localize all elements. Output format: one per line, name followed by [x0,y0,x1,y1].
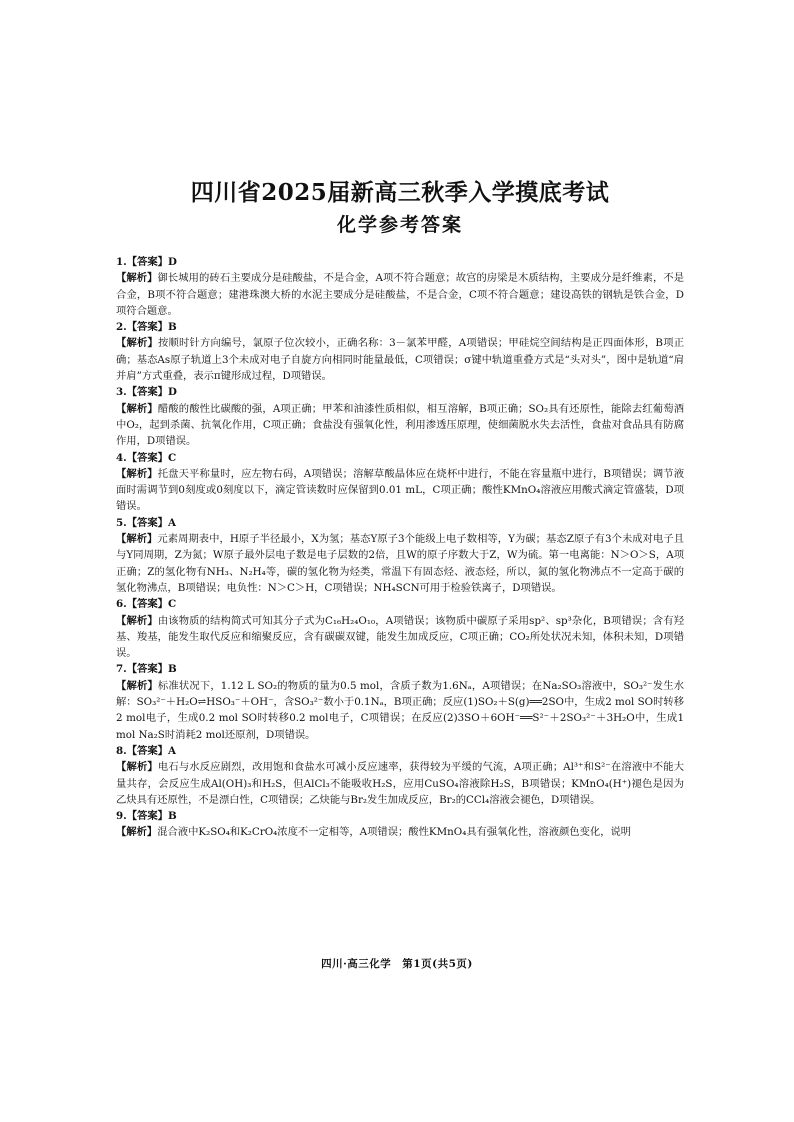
answer-label: 【答案】 [126,256,168,268]
analysis-paragraph [116,531,684,596]
question-number: 4. [116,451,127,464]
question-block [116,254,684,319]
answer-label: 【答案】 [126,516,168,529]
question-number: 3. [116,386,127,399]
answer-line [116,515,684,531]
analysis-paragraph [116,335,684,384]
answer-value: D [167,256,177,268]
analysis-paragraph [116,613,684,662]
analysis-label: 【解析】 [116,467,158,480]
answer-line [116,743,684,759]
question-block [116,450,684,515]
analysis-text: 电石与水反应剧烈，改用饱和食盐水可减小反应速率，获得较为平缓的气流，A项正确；Al³⁺和S²⁻在溶液中不能大量共存，会反应生成Al(OH)₃和H₂S，但AlCl₃不能吸收H₂S，应用CuSO₄溶液除H₂S，B项错误；KMnO₄(H⁺)褪色是因为乙炔具有还原性，不是漂白性，C项错误；乙炔能与Br₂发生加成反应，Br₂的CCl₄溶液会褪色，D项错误。 [116,761,684,806]
question-number: 6. [116,598,127,611]
analysis-label: 【解析】 [116,337,159,350]
analysis-label: 【解析】 [116,614,158,627]
analysis-label: 【解析】 [116,272,158,285]
answer-list [116,254,684,841]
answer-line [116,596,684,612]
analysis-paragraph [116,401,684,450]
question-block [116,743,684,808]
answer-line [116,384,684,400]
analysis-label: 【解析】 [116,679,158,692]
answer-label: 【答案】 [126,663,168,676]
question-number: 1. [116,256,127,268]
analysis-text: 按顺时针方向编号，氯原子位次较小，正确名称：3－氯苯甲醛，A项错误；甲硅烷空间结构是正四面体形，B项正确；基态As原子轨道上3个未成对电子自旋方向相同时能量最低，C项错误；σ键中轨道重叠方式是“头对头”，图中是轨道“肩并肩”方式重叠，表示π键形成过程，D项错误。 [116,337,684,383]
answer-line [116,808,684,824]
answer-line [116,319,684,335]
question-block [116,319,684,384]
analysis-paragraph [116,270,684,319]
analysis-text: 御长城用的砖石主要成分是硅酸盐，不是合金，A项不符合题意；故宫的房梁是木质结构，主要成分是纤维素，不是合金，B项不符合题意；建港珠澳大桥的水泥主要成分是硅酸盐，不是合金，C项不符合题意；建设高铁的钢轨是铁合金，D项符合题意。 [116,272,684,317]
answer-line [116,450,684,466]
question-block [116,384,684,449]
answer-line [116,254,684,270]
answer-value: C [167,451,177,464]
answer-label: 【答案】 [126,321,168,334]
analysis-label: 【解析】 [116,761,158,774]
answer-value: D [167,386,177,399]
question-number: 8. [116,744,127,757]
answer-value: B [167,321,177,334]
analysis-text: 由该物质的结构简式可知其分子式为C₁₆H₂₄O₁₀，A项错误；该物质中碳原子采用sp²、sp³杂化，B项错误；含有羟基、羧基，能发生取代反应和缩聚反应，含有碳碳双键，能发生加成反应，C项正确；CO₂所处状况未知，体积未知，D项错误。 [116,614,684,660]
question-block [116,661,684,742]
question-number: 9. [116,810,127,823]
answer-line [116,661,684,677]
answer-value: A [167,744,176,757]
answer-value: A [167,516,176,529]
question-block [116,808,684,841]
analysis-text: 混合液中K₂SO₄和K₂CrO₄浓度不一定相等，A项错误；酸性KMnO₄具有强氧化性，溶液颜色变化，说明 [157,826,632,839]
question-number: 5. [116,516,127,529]
answer-label: 【答案】 [126,451,168,464]
page-title: 四川省2025届新高三秋季入学摸底考试 [190,179,610,206]
analysis-label: 【解析】 [116,533,158,546]
answer-label: 【答案】 [126,598,168,611]
answer-label: 【答案】 [126,386,168,399]
answer-value: B [167,810,177,823]
analysis-label: 【解析】 [116,402,158,415]
answer-label: 【答案】 [126,744,168,757]
analysis-paragraph [116,824,684,840]
analysis-paragraph [116,759,684,808]
analysis-text: 元素周期表中，H原子半径最小，X为氢；基态Y原子3个能级上电子数相等，Y为碳；基态Z原子有3个未成对电子且与Y同周期，Z为氮；W原子最外层电子数是电子层数的2倍，且W的原子序数大于Z，W为硫。第一电离能：N＞O＞S，A项正确；Z的氢化物有NH₃、N₂H₄等，碳的氢化物为烃类，常温下有固态烃、液态烃，所以，氮的氢化物沸点不一定高于碳的氢化物沸点，B项错误；电负性：N＞C＞H，C项错误；NH₄SCN可用于检验铁离子，D项错误。 [116,533,684,594]
analysis-text: 托盘天平称量时，应左物右码，A项错误；溶解草酸晶体应在烧杯中进行，不能在容量瓶中进行，B项错误；调节液面时需调节到0刻度或0刻度以下，滴定管读数时应保留到0.01 mL，C项正确；酸性KMnO₄溶液应用酸式滴定管盛装，D项错误。 [116,467,684,513]
analysis-paragraph [116,678,684,743]
question-block [116,596,684,661]
page-subtitle: 化学参考答案 [336,214,463,236]
page-footer: 四川·高三化学 第1页(共5页) [321,958,473,970]
analysis-text: 醋酸的酸性比碳酸的强，A项正确；甲苯和油漆性质相似，相互溶解，B项正确；SO₂具有还原性，能除去红葡萄酒中O₂，起到杀菌、抗氧化作用，C项正确；食盐没有强氧化性，利用渗透压原理，使细菌脱水失去活性，食盐对食品具有防腐作用，D项错误。 [116,402,684,448]
question-block [116,515,684,596]
answer-value: C [167,598,177,611]
answer-value: B [167,663,177,676]
question-number: 2. [116,321,127,334]
analysis-paragraph [116,466,684,515]
answer-label: 【答案】 [126,810,168,823]
question-number: 7. [116,663,127,676]
analysis-text: 标准状况下，1.12 L SO₂的物质的量为0.5 mol，含质子数为1.6Nₐ，A项错误；在Na₂SO₃溶液中，SO₃²⁻发生水解：SO₃²⁻＋H₂O⇌HSO₃⁻＋OH⁻，含SO₃²⁻数小于0.1Nₐ，B项正确；反应(1)SO₂＋S(g)══2SO中，生成2 mol SO时转移2 mol电子，生成0.2 mol SO时转移0.2 mol电子，C项错误；在反应(2)3SO＋6OH⁻══S²⁻＋2SO₃²⁻＋3H₂O中，生成1 mol Na₂S时消耗2 mol还原剂，D项错误。 [116,679,684,741]
analysis-label: 【解析】 [116,826,158,839]
